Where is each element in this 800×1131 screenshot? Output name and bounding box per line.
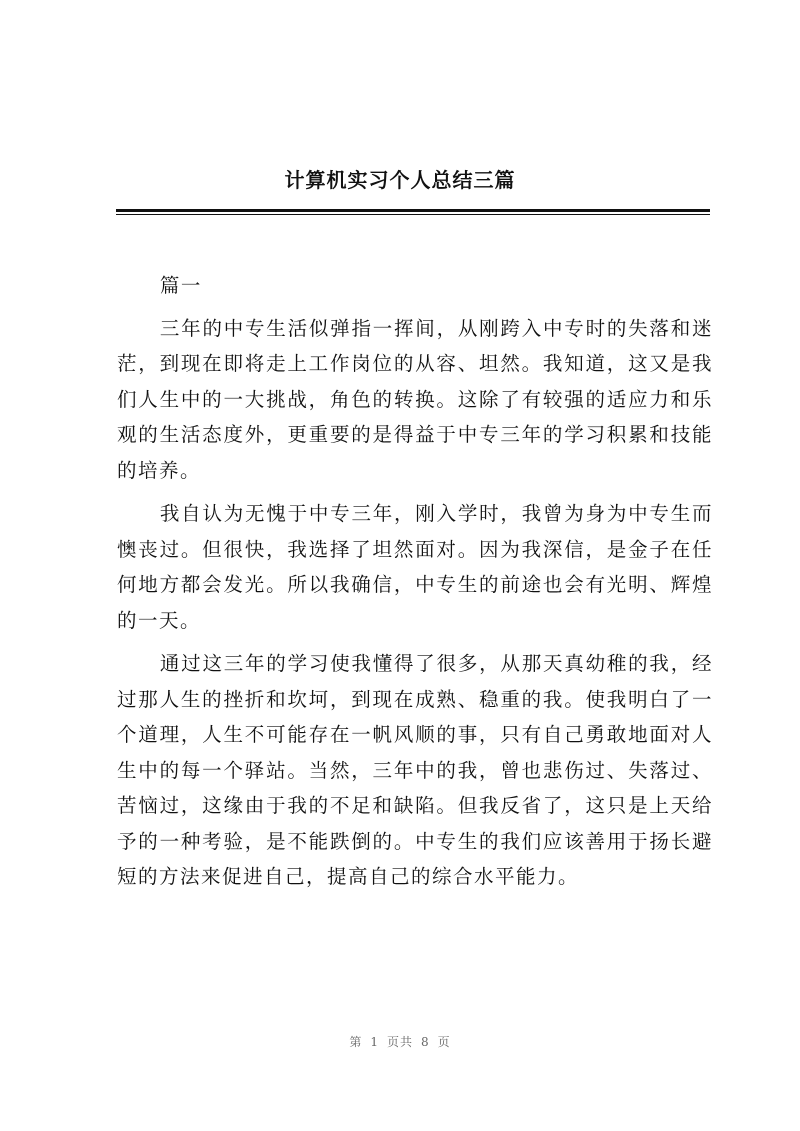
footer-prefix: 第 <box>349 1035 363 1049</box>
footer-suffix: 页 <box>437 1035 451 1049</box>
footer-total-pages: 8 <box>421 1035 430 1049</box>
document-body <box>117 268 713 903</box>
section-heading: 篇一 <box>159 274 202 297</box>
title-underline-thin <box>116 214 710 215</box>
title-underline-thick <box>116 209 710 212</box>
paragraph-2: 我自认为无愧于中专三年，刚入学时，我曾为身为中专生而懊丧过。但很快，我选择了坦然面对。因为我深信，是金子在任何地方都会发光。所以我确信，中专生的前途也会有光明、辉煌的一天。 <box>117 502 713 632</box>
paragraph-1: 三年的中专生活似弹指一挥间，从刚跨入中专时的失落和迷茫，到现在即将走上工作岗位的从容、坦然。我知道，这又是我们人生中的一大挑战，角色的转换。这除了有较强的适应力和乐观的生活态度外，更重要的是得益于中专三年的学习积累和技能的培养。 <box>117 316 713 482</box>
footer-middle: 页共 <box>386 1035 413 1049</box>
document-title: 计算机实习个人总结三篇 <box>284 168 516 192</box>
page-footer <box>0 1033 800 1050</box>
footer-current-page: 1 <box>370 1035 379 1049</box>
paragraph-3: 通过这三年的学习使我懂得了很多，从那天真幼稚的我，经过那人生的挫折和坎坷，到现在成熟、稳重的我。使我明白了一个道理，人生不可能存在一帆风顺的事，只有自己勇敢地面对人生中的每一个驿站。当然，三年中的我，曾也悲伤过、失落过、苦恼过，这缘由于我的不足和缺陷。但我反省了，这只是上天给予的一种考验，是不能跌倒的。中专生的我们应该善用于扬长避短的方法来促进自己，提高自己的综合水平能力。 <box>117 652 713 888</box>
